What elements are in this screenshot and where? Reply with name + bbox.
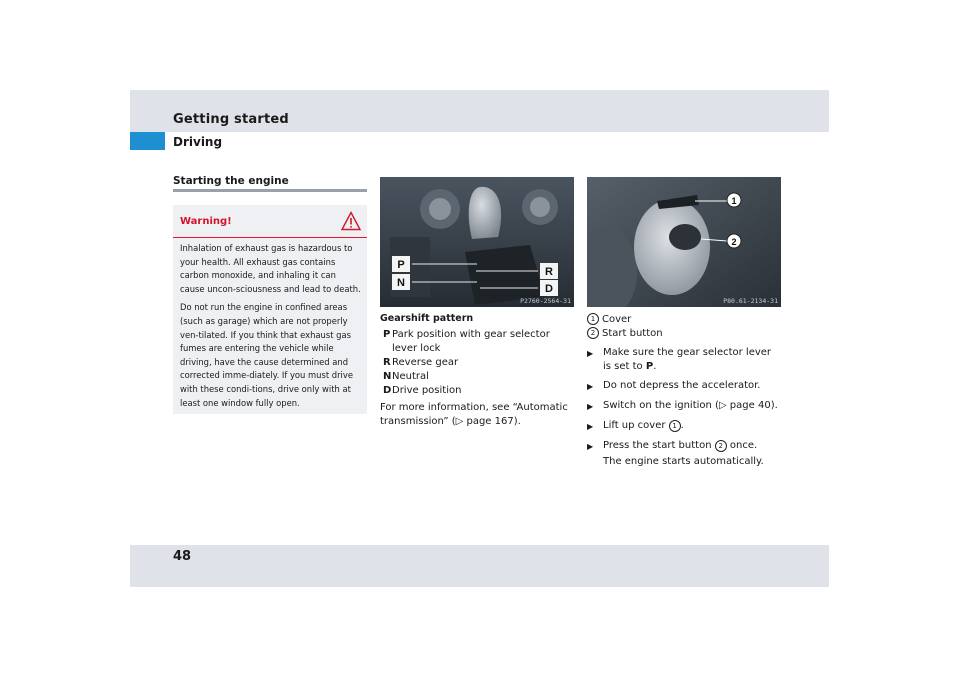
step-item (587, 439, 782, 454)
more-info-text: For more information, see “Automatic transmission” (▷ page 167). (380, 402, 568, 427)
warning-paragraph: Inhalation of exhaust gas is hazardous to your health. All exhaust gas contains carbon monoxide, and inhaling it can cause uncon-sciousness and lead to death. (180, 243, 361, 294)
step-key: P (645, 361, 654, 372)
step-item (587, 379, 782, 394)
section-title: Getting started (173, 112, 289, 127)
callout-item (587, 313, 782, 327)
instruction-steps (587, 346, 782, 469)
gearshift-illustration (380, 177, 574, 307)
step-result: The engine starts automatically. (603, 456, 764, 467)
step-arrow-icon: ▶ (587, 382, 594, 391)
step-item (587, 419, 782, 434)
step-arrow-icon: ▶ (587, 349, 594, 358)
legend-text: Neutral (392, 371, 429, 382)
step-text-part: . (680, 420, 684, 431)
start-button-photo (587, 177, 781, 307)
step-item (587, 346, 782, 374)
warning-paragraph: Do not run the engine in confined areas (such as garage) which are not properly ven-tilated. If you think that exhaust gas fumes are entering the vehicle while driving, have the cause determined and corrected imme-diately. If you must drive with these condi-tions, drive only with at least one window fully open. (180, 302, 353, 408)
callout-list (587, 313, 782, 341)
legend-key: D (383, 385, 392, 396)
step-text (603, 346, 782, 374)
callout-text: Cover (602, 314, 632, 325)
photo-code: P2760-2564-31 (520, 297, 571, 305)
step-item (587, 399, 782, 414)
page-number: 48 (173, 549, 192, 564)
photo-code: P80.61-2134-31 (723, 297, 778, 305)
legend-text: Reverse gear (392, 357, 459, 368)
legend-key: P (383, 329, 391, 340)
legend-item (383, 370, 573, 384)
legend-key: R (383, 357, 391, 368)
gearshift-photo (380, 177, 574, 307)
step-text-part: Press the start button (603, 440, 715, 451)
gear-label-p: P (397, 259, 405, 271)
step-arrow-icon: ▶ (587, 422, 594, 431)
gearshift-caption: Gearshift pattern (380, 313, 474, 324)
gearshift-legend (383, 328, 573, 398)
step-text (603, 439, 782, 454)
step-text-part: Lift up cover (603, 420, 669, 431)
step-arrow-icon: ▶ (587, 402, 594, 411)
inline-number: 2 (715, 440, 727, 452)
callout-text: Start button (602, 328, 663, 339)
step-text-part: Make sure the gear selector lever is set to (603, 347, 772, 372)
topic-rule (173, 189, 367, 192)
footer-band (130, 545, 829, 587)
step-text-part: once. (726, 440, 758, 451)
callout-1-label: 1 (731, 196, 737, 206)
warning-body (180, 242, 363, 415)
callout-number: 1 (587, 313, 599, 325)
step-text (603, 419, 782, 434)
step-arrow-icon: ▶ (587, 442, 594, 451)
header-accent (130, 132, 165, 150)
legend-text: Drive position (392, 385, 462, 396)
gear-label-d: D (545, 283, 553, 295)
gear-label-r: R (545, 266, 553, 278)
warning-box (173, 205, 367, 414)
gear-label-n: N (397, 277, 405, 289)
legend-item (383, 328, 573, 356)
step-text-part: . (653, 361, 657, 372)
step-text: Switch on the ignition (▷ page 40). (603, 400, 778, 411)
callout-item (587, 327, 782, 341)
topic-heading: Starting the engine (173, 175, 289, 187)
subsection-title: Driving (173, 135, 223, 149)
legend-item (383, 356, 573, 370)
legend-key: N (383, 371, 392, 382)
legend-text: Park position with gear selector lever lock (392, 329, 550, 354)
warning-header (173, 205, 367, 238)
callout-2-label: 2 (731, 237, 737, 247)
legend-item (383, 384, 573, 398)
warning-triangle-icon (341, 211, 361, 231)
step-text: Do not depress the accelerator. (603, 380, 761, 391)
start-button-illustration (587, 177, 781, 307)
callout-number: 2 (587, 327, 599, 339)
inline-number: 1 (669, 420, 681, 432)
warning-title: Warning! (180, 216, 232, 227)
